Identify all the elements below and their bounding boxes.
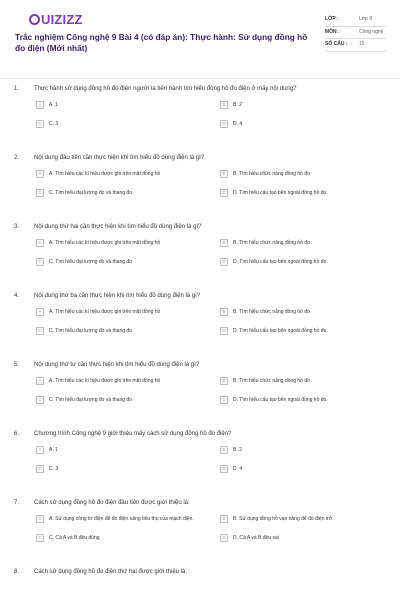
option-text: D. Cả A và B đều sai bbox=[233, 535, 279, 541]
option-letter-box: C bbox=[36, 534, 44, 542]
option-text: A. Tìm hiểu các kí hiệu được ghi trên mặt đồng hồ bbox=[49, 171, 161, 177]
option-text: C. Tìm hiểu đại lượng đo và thang đo bbox=[49, 397, 132, 403]
question-number: 6. bbox=[14, 431, 20, 437]
logo-text: UIZIZZ bbox=[41, 12, 83, 27]
meta-key: LỚP : bbox=[325, 16, 339, 22]
answer-option[interactable] bbox=[36, 259, 218, 270]
answer-option[interactable] bbox=[220, 466, 400, 477]
option-letter-box: A bbox=[36, 377, 44, 385]
answer-option[interactable] bbox=[36, 102, 218, 113]
option-letter-box: D bbox=[220, 258, 228, 266]
answer-option[interactable] bbox=[220, 328, 400, 339]
answer-option[interactable] bbox=[220, 190, 400, 201]
meta-value: Lớp 9 bbox=[359, 16, 373, 22]
option-text: C. Cả A và B đều đúng bbox=[49, 535, 100, 541]
option-letter-box: B bbox=[220, 239, 228, 247]
option-text: A. 1 bbox=[49, 447, 58, 453]
answer-option[interactable] bbox=[36, 190, 218, 201]
answer-options bbox=[36, 516, 386, 554]
option-text: C. 3 bbox=[49, 121, 59, 127]
answer-options bbox=[36, 240, 386, 278]
option-letter-box: A bbox=[36, 239, 44, 247]
question-head bbox=[14, 569, 386, 576]
question-head bbox=[14, 155, 386, 162]
question-head bbox=[14, 362, 386, 369]
answer-option[interactable] bbox=[220, 535, 400, 546]
question-item bbox=[14, 224, 386, 278]
answer-options bbox=[36, 447, 386, 485]
page-title: Trắc nghiệm Công nghệ 9 Bài 4 (có đáp án): Thực hành: Sử dụng đồng hồ đo điện (Mới nhất) bbox=[15, 32, 308, 53]
answer-option[interactable] bbox=[220, 121, 400, 132]
question-number: 2. bbox=[14, 155, 20, 161]
answer-option[interactable] bbox=[220, 171, 400, 182]
option-letter-box: D bbox=[220, 534, 228, 542]
option-text: B. Tìm hiểu chức năng đồng hồ đo bbox=[233, 240, 310, 246]
meta-row-class bbox=[325, 14, 387, 27]
option-letter-box: A bbox=[36, 515, 44, 523]
question-item bbox=[14, 362, 386, 416]
option-text: A. Tìm hiểu các kí hiệu được ghi trên mặt đồng hồ bbox=[49, 378, 161, 384]
question-list bbox=[0, 86, 400, 576]
question-item bbox=[14, 86, 386, 140]
answer-options bbox=[36, 309, 386, 347]
question-text: Nội dung thứ ba cần thực hiện khi tìm hiểu đồ dùng điện là gì? bbox=[34, 293, 201, 299]
question-item bbox=[14, 293, 386, 347]
answer-option[interactable] bbox=[36, 535, 218, 546]
meta-row-count bbox=[325, 39, 387, 52]
option-text: B. Tìm hiểu chức năng đồng hồ đo bbox=[233, 378, 310, 384]
question-text: Cách sử dụng đồng hồ đo điện đầu tiên được giới thiệu là: bbox=[34, 500, 190, 506]
meta-panel bbox=[325, 14, 387, 52]
question-text: Thực hành sử dụng đồng hồ đo điện người ta tiến hành tìm hiểu đồng hồ đo điện ở mấy nội dung? bbox=[34, 86, 297, 92]
answer-option[interactable] bbox=[220, 240, 400, 251]
option-text: B. Tìm hiểu chức năng đồng hồ đo bbox=[233, 171, 310, 177]
answer-options bbox=[36, 102, 386, 140]
option-text: B. Sử dụng đồng hồ vạn năng để đo điện trở. bbox=[233, 516, 334, 522]
answer-option[interactable] bbox=[220, 516, 400, 527]
question-item bbox=[14, 431, 386, 485]
option-letter-box: D bbox=[220, 465, 228, 473]
option-letter-box: D bbox=[220, 396, 228, 404]
option-text: A. Tìm hiểu các kí hiệu được ghi trên mặt đồng hồ bbox=[49, 240, 161, 246]
question-head bbox=[14, 431, 386, 438]
answer-option[interactable] bbox=[36, 466, 218, 477]
option-text: A. Sử dụng công tơ điện để đo điện năng tiêu thụ của mạch điện. bbox=[49, 516, 194, 522]
meta-key: MÔN : bbox=[325, 28, 340, 35]
option-letter-box: B bbox=[220, 308, 228, 316]
answer-option[interactable] bbox=[36, 309, 218, 320]
header-divider bbox=[0, 78, 400, 79]
question-text: Nội dung đầu tiên cần thực hiện khi tìm hiểu đồ dùng điện là gì? bbox=[34, 155, 205, 161]
question-number: 7. bbox=[14, 500, 20, 506]
option-text: A. Tìm hiểu các kí hiệu được ghi trên mặt đồng hồ bbox=[49, 309, 161, 315]
question-text: Chương trình Công nghệ 9 giới thiệu mấy cách sử dụng đồng hồ đo điện? bbox=[34, 431, 232, 437]
answer-option[interactable] bbox=[36, 171, 218, 182]
answer-option[interactable] bbox=[220, 378, 400, 389]
option-letter-box: D bbox=[220, 189, 228, 197]
question-number: 4. bbox=[14, 293, 20, 299]
answer-option[interactable] bbox=[220, 259, 400, 270]
question-item bbox=[14, 569, 386, 576]
option-letter-box: C bbox=[36, 465, 44, 473]
quizizz-logo bbox=[15, 12, 83, 27]
option-letter-box: C bbox=[36, 189, 44, 197]
option-text: A. 1 bbox=[49, 102, 58, 108]
option-text: B. Tìm hiểu chức năng đồng hồ đo bbox=[233, 309, 310, 315]
answer-option[interactable] bbox=[36, 397, 218, 408]
option-text: D. Tìm hiểu cấu tạo bên ngoài đồng hồ đo. bbox=[233, 397, 328, 403]
logo-q-icon bbox=[29, 14, 40, 25]
question-number: 8. bbox=[14, 569, 20, 575]
question-head bbox=[14, 224, 386, 231]
option-letter-box: C bbox=[36, 258, 44, 266]
answer-option[interactable] bbox=[220, 447, 400, 458]
answer-option[interactable] bbox=[220, 102, 400, 113]
option-text: C. 3 bbox=[49, 466, 59, 472]
question-head bbox=[14, 500, 386, 507]
question-text: Nội dung thứ hai cần thực hiện khi tìm hiểu đồ dùng điện là gì? bbox=[34, 224, 202, 230]
meta-value: 15 bbox=[359, 41, 365, 47]
option-text: B. 2 bbox=[233, 447, 242, 453]
option-text: D. 4 bbox=[233, 121, 243, 127]
option-letter-box: A bbox=[36, 308, 44, 316]
answer-options bbox=[36, 171, 386, 209]
option-letter-box: B bbox=[220, 101, 228, 109]
question-number: 5. bbox=[14, 362, 20, 368]
answer-option[interactable] bbox=[220, 309, 400, 320]
answer-option[interactable] bbox=[36, 447, 218, 458]
option-text: C. Tìm hiểu đại lượng đo và thang đo bbox=[49, 328, 132, 334]
option-letter-box: C bbox=[36, 120, 44, 128]
option-letter-box: C bbox=[36, 327, 44, 335]
answer-option[interactable] bbox=[36, 121, 218, 132]
option-letter-box: A bbox=[36, 170, 44, 178]
worksheet-header bbox=[0, 0, 400, 78]
option-letter-box: A bbox=[36, 446, 44, 454]
option-letter-box: D bbox=[220, 327, 228, 335]
option-letter-box: C bbox=[36, 396, 44, 404]
option-letter-box: B bbox=[220, 446, 228, 454]
answer-option[interactable] bbox=[36, 328, 218, 339]
answer-option[interactable] bbox=[220, 397, 400, 408]
option-text: D. Tìm hiểu cấu tạo bên ngoài đồng hồ đo. bbox=[233, 328, 328, 334]
option-letter-box: B bbox=[220, 515, 228, 523]
answer-option[interactable] bbox=[36, 240, 218, 251]
answer-option[interactable] bbox=[36, 516, 218, 527]
question-text: Cách sử dụng đồng hồ đo điện thứ hai được giới thiệu là: bbox=[34, 569, 188, 575]
meta-value: Công nghệ bbox=[359, 28, 384, 35]
option-letter-box: D bbox=[220, 120, 228, 128]
question-head bbox=[14, 293, 386, 300]
question-item bbox=[14, 155, 386, 209]
question-number: 3. bbox=[14, 224, 20, 230]
option-letter-box: B bbox=[220, 170, 228, 178]
option-text: C. Tìm hiểu đại lượng đo và thang đo bbox=[49, 259, 132, 265]
answer-options bbox=[36, 378, 386, 416]
meta-row-subject bbox=[325, 27, 387, 40]
option-text: D. Tìm hiểu cấu tạo bên ngoài đồng hồ đo. bbox=[233, 259, 328, 265]
question-number: 1. bbox=[14, 86, 20, 92]
option-text: D. Tìm hiểu cấu tạo bên ngoài đồng hồ đo. bbox=[233, 190, 328, 196]
question-head bbox=[14, 86, 386, 93]
question-item bbox=[14, 500, 386, 554]
meta-key: SỐ CÂU : bbox=[325, 41, 348, 47]
option-letter-box: A bbox=[36, 101, 44, 109]
option-text: B. 2 bbox=[233, 102, 242, 108]
answer-option[interactable] bbox=[36, 378, 218, 389]
option-letter-box: B bbox=[220, 377, 228, 385]
question-text: Nội dung thứ tư cần thực hiện khi tìm hiểu đồ dùng điện là gì? bbox=[34, 362, 200, 368]
option-text: D. 4 bbox=[233, 466, 243, 472]
option-text: C. Tìm hiểu đại lượng đo và thang đo bbox=[49, 190, 132, 196]
